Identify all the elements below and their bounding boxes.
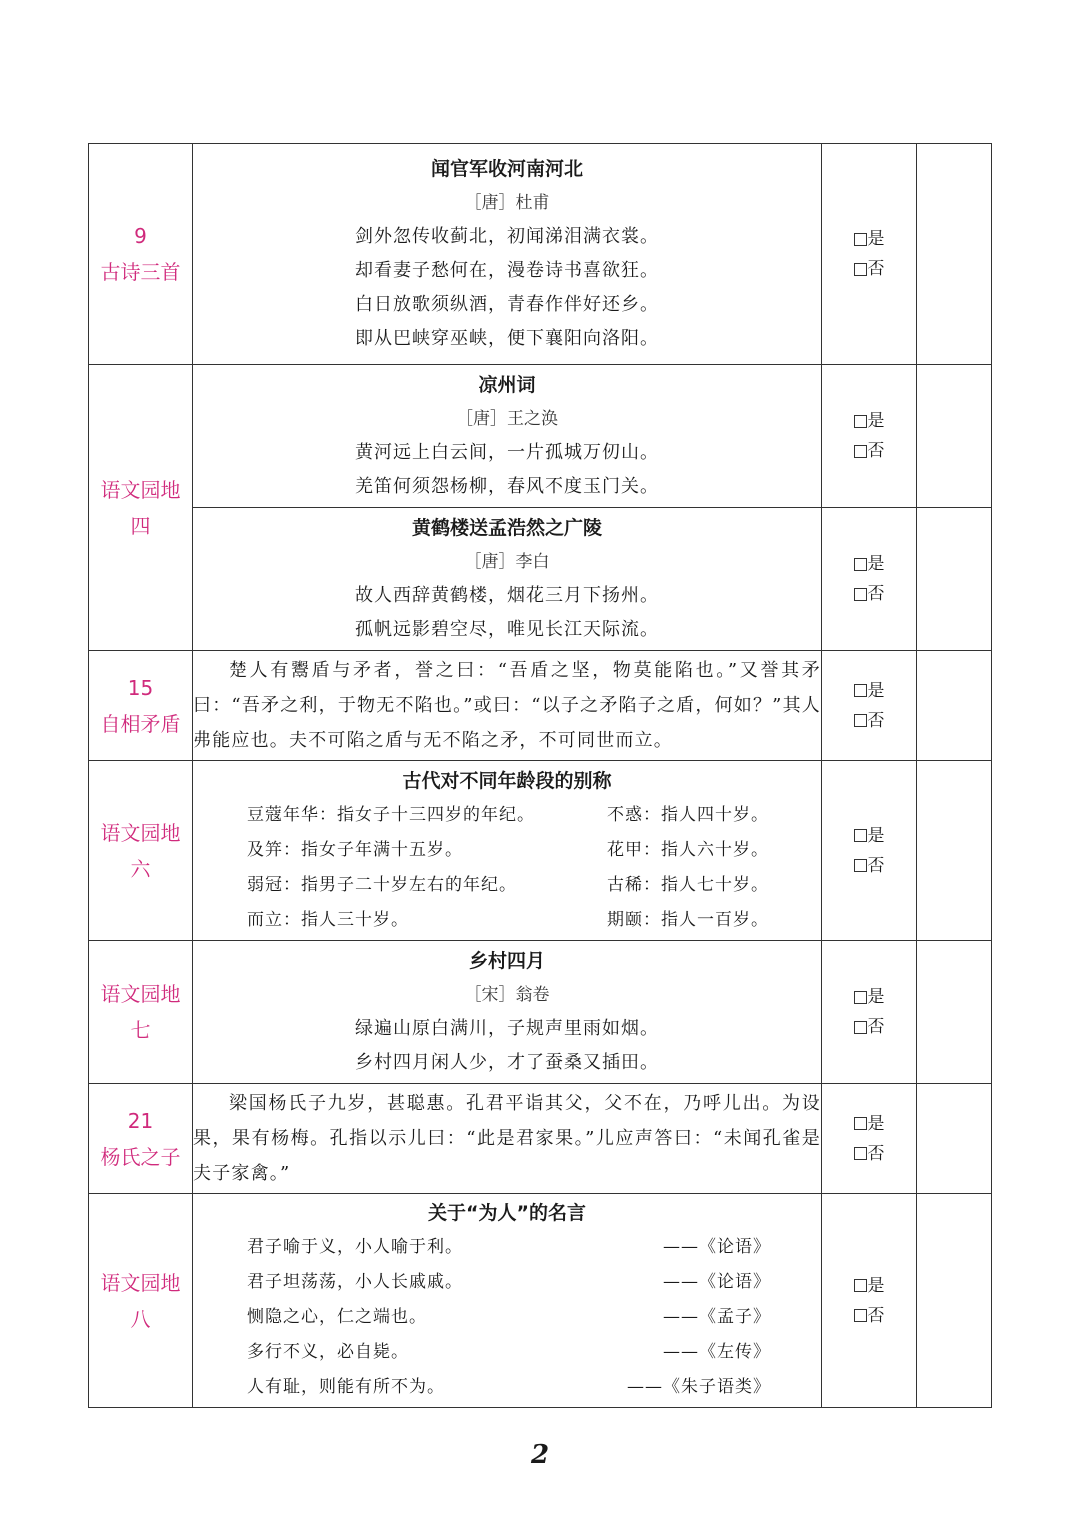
poem-title: 闻官军收河南河北	[430, 158, 583, 180]
content-cell	[193, 365, 822, 508]
content-cell	[193, 941, 822, 1084]
age-term: 不惑：指人四十岁。	[607, 804, 769, 825]
age-term: 古稀：指人七十岁。	[607, 874, 769, 895]
poem-title: 黄鹤楼送孟浩然之广陵	[411, 517, 602, 539]
table-row	[89, 144, 992, 365]
age-term: 及笄：指女子年满十五岁。	[247, 839, 463, 860]
poem-line: 孤帆远影碧空尽，唯见长江天际流。	[355, 619, 659, 640]
age-term: 而立：指人三十岁。	[247, 909, 409, 930]
poem-author: ［宋］翁卷	[464, 985, 550, 1005]
checkbox[interactable]	[854, 445, 867, 458]
check-cell	[822, 1194, 917, 1408]
content-cell	[193, 761, 822, 941]
checkbox[interactable]	[854, 1279, 867, 1292]
lesson-name: 语文园地	[100, 982, 181, 1006]
lesson-name: 自相矛盾	[100, 711, 181, 736]
table-row	[89, 761, 992, 941]
poem-author: ［唐］杜甫	[464, 193, 550, 213]
lesson-cell	[89, 651, 193, 761]
no-option[interactable]: 否	[822, 1012, 916, 1042]
no-option[interactable]: 否	[822, 579, 916, 609]
poem-line: 黄河远上白云间，一片孤城万仞山。	[355, 442, 659, 463]
checkbox[interactable]	[854, 1117, 867, 1130]
age-term: 弱冠：指男子二十岁左右的年纪。	[247, 874, 517, 895]
quote-source: ——《论语》	[663, 1237, 771, 1257]
lesson-cell	[89, 1084, 193, 1194]
lesson-cell	[89, 365, 193, 651]
lesson-name: 语文园地	[100, 477, 181, 502]
blank-cell	[917, 144, 992, 365]
section-title: 关于“为人”的名言	[428, 1202, 586, 1224]
table-row	[89, 365, 992, 508]
table-row	[89, 941, 992, 1084]
check-cell	[822, 761, 917, 941]
checkbox[interactable]	[854, 588, 867, 601]
lesson-name: 古诗三首	[100, 260, 181, 284]
quote-line: 君子喻于义，小人喻于利。 ——《论语》	[193, 1230, 821, 1265]
yes-option[interactable]: 是	[822, 821, 916, 851]
checkbox[interactable]	[854, 233, 867, 246]
poem-title: 乡村四月	[468, 950, 545, 972]
check-cell	[822, 508, 917, 651]
lesson-name-suffix: 七	[130, 1018, 151, 1042]
poem-author: ［唐］王之涣	[456, 409, 558, 429]
blank-cell	[917, 651, 992, 761]
age-term: 花甲：指人六十岁。	[607, 839, 769, 860]
content-cell	[193, 144, 822, 365]
no-option[interactable]: 否	[822, 851, 916, 881]
quote-source: ——《左传》	[663, 1342, 771, 1362]
table-row	[89, 651, 992, 761]
checkbox[interactable]	[854, 1147, 867, 1160]
lesson-name: 语文园地	[100, 820, 181, 845]
table-row	[89, 1194, 992, 1408]
quote-line: 恻隐之心，仁之端也。 ——《孟子》	[193, 1300, 821, 1335]
lesson-cell	[89, 941, 193, 1084]
lesson-name-suffix: 八	[130, 1306, 151, 1331]
checkbox[interactable]	[854, 829, 867, 842]
age-term: 期颐：指人一百岁。	[607, 909, 769, 930]
poem-line: 羌笛何须怨杨柳，春风不度玉门关。	[355, 476, 659, 497]
yes-option[interactable]: 是	[822, 224, 916, 254]
poem-line: 剑外忽传收蓟北，初闻涕泪满衣裳。	[355, 226, 659, 247]
quote-line: 人有耻，则能有所不为。 ——《朱子语类》	[193, 1370, 821, 1405]
lesson-number: 15	[127, 675, 154, 700]
yes-option[interactable]: 是	[822, 1271, 916, 1301]
page-number: 2	[530, 1440, 550, 1470]
quote-line: 君子坦荡荡，小人长戚戚。 ——《论语》	[193, 1265, 821, 1300]
checkbox[interactable]	[854, 714, 867, 727]
yes-option[interactable]: 是	[822, 406, 916, 436]
no-option[interactable]: 否	[822, 254, 916, 284]
blank-cell	[917, 508, 992, 651]
lesson-name: 杨氏之子	[100, 1144, 181, 1169]
recitation-table	[88, 143, 992, 1408]
lesson-name-suffix: 六	[130, 856, 151, 881]
poem-line: 却看妻子愁何在，漫卷诗书喜欲狂。	[355, 260, 659, 281]
poem-title: 凉州词	[478, 374, 536, 396]
content-cell	[193, 508, 822, 651]
table-row	[89, 1084, 992, 1194]
age-term: 豆蔻年华：指女子十三四岁的年纪。	[247, 804, 535, 825]
quote-source: ——《孟子》	[663, 1307, 771, 1327]
section-title: 古代对不同年龄段的别称	[402, 769, 612, 792]
blank-cell	[917, 761, 992, 941]
lesson-cell	[89, 1194, 193, 1408]
checkbox[interactable]	[854, 859, 867, 872]
content-cell	[193, 1194, 822, 1408]
poem-line: 即从巴峡穿巫峡，便下襄阳向洛阳。	[355, 328, 659, 349]
yes-option[interactable]: 是	[822, 982, 916, 1012]
no-option[interactable]: 否	[822, 1139, 916, 1169]
yes-option[interactable]: 是	[822, 1109, 916, 1139]
no-option[interactable]: 否	[822, 1301, 916, 1331]
passage-text: 楚人有鬻盾与矛者，誉之曰：“吾盾之坚，物莫能陷也。”又誉其矛曰：“吾矛之利，于物无不陷也。”或曰：“以子之矛陷子之盾，何如？”其人弗能应也。夫不可陷之盾与无不陷之矛，不可同世而立。	[193, 660, 821, 751]
age-terms-grid	[193, 798, 821, 938]
no-option[interactable]: 否	[822, 436, 916, 466]
check-cell	[822, 651, 917, 761]
checkbox[interactable]	[854, 684, 867, 697]
quote-source: ——《朱子语类》	[627, 1377, 771, 1397]
quote-source: ——《论语》	[663, 1272, 771, 1292]
check-cell	[822, 144, 917, 365]
blank-cell	[917, 1194, 992, 1408]
poem-line: 绿遍山原白满川，子规声里雨如烟。	[355, 1018, 659, 1039]
check-cell	[822, 365, 917, 508]
checkbox[interactable]	[854, 1309, 867, 1322]
checkbox[interactable]	[854, 415, 867, 428]
lesson-name-suffix: 四	[130, 513, 151, 538]
check-cell	[822, 1084, 917, 1194]
table-row	[89, 508, 992, 651]
quote-line: 多行不义，必自毙。 ——《左传》	[193, 1335, 821, 1370]
checkbox[interactable]	[854, 1021, 867, 1034]
checkbox[interactable]	[854, 991, 867, 1004]
blank-cell	[917, 1084, 992, 1194]
yes-option[interactable]: 是	[822, 676, 916, 706]
poem-line: 白日放歌须纵酒，青春作伴好还乡。	[355, 294, 659, 315]
check-cell	[822, 941, 917, 1084]
poem-author: ［唐］李白	[464, 552, 550, 572]
lesson-cell	[89, 144, 193, 365]
yes-option[interactable]: 是	[822, 549, 916, 579]
lesson-cell	[89, 761, 193, 941]
content-cell	[193, 651, 822, 761]
checkbox[interactable]	[854, 558, 867, 571]
lesson-name: 语文园地	[100, 1270, 181, 1295]
no-option[interactable]: 否	[822, 706, 916, 736]
poem-line: 乡村四月闲人少，才了蚕桑又插田。	[355, 1052, 659, 1073]
poem-line: 故人西辞黄鹤楼，烟花三月下扬州。	[355, 585, 659, 606]
lesson-number: 21	[127, 1108, 154, 1133]
passage-text: 梁国杨氏子九岁，甚聪惠。孔君平诣其父，父不在，乃呼儿出。为设果，果有杨梅。孔指以示儿曰：“此是君家果。”儿应声答曰：“未闻孔雀是夫子家禽。”	[193, 1093, 821, 1184]
blank-cell	[917, 941, 992, 1084]
checkbox[interactable]	[854, 263, 867, 276]
content-cell	[193, 1084, 822, 1194]
lesson-number: 9	[134, 224, 147, 248]
blank-cell	[917, 365, 992, 508]
